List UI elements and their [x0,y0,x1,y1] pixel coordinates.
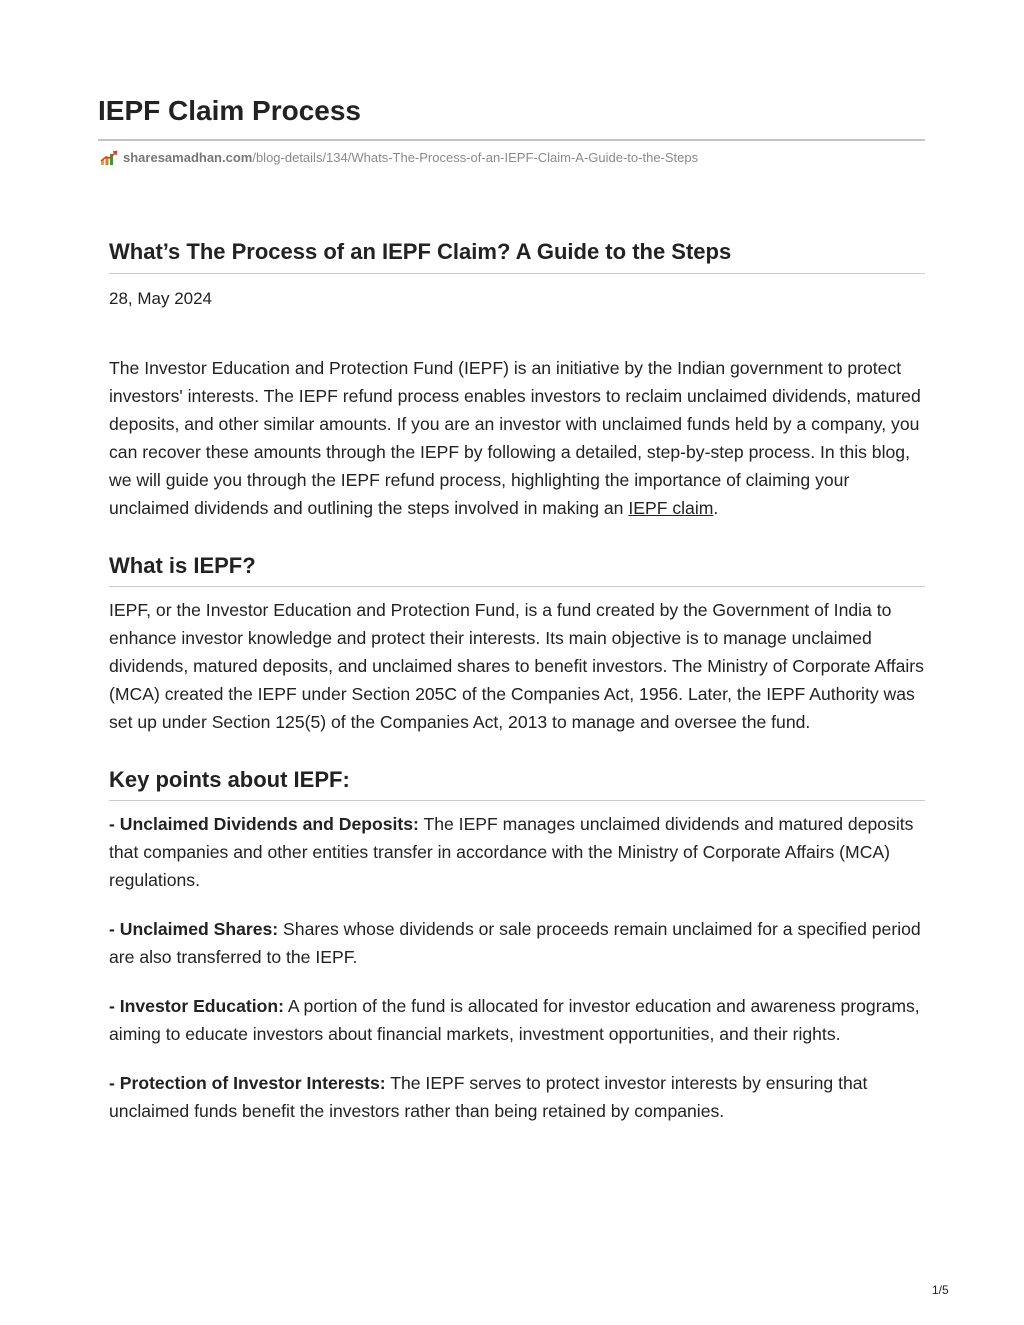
key-point-label: - Unclaimed Dividends and Deposits: [109,814,419,834]
page-number: 1/5 [932,1283,949,1297]
section-heading-key-points: Key points about IEPF: [109,765,925,801]
key-point-protection [109,1069,925,1125]
source-path[interactable]: /blog-details/134/Whats-The-Process-of-an-IEPF-Claim-A-Guide-to-the-Steps [252,150,699,165]
iepf-claim-link[interactable]: IEPF claim [628,498,714,518]
intro-paragraph [109,354,925,522]
intro-text: The Investor Education and Protection Fund (IEPF) is an initiative by the Indian government to protect investors' interests. The IEPF refund process enables investors to reclaim unclaimed dividends, matured deposits, and other similar amounts. If you are an investor with unclaimed funds held by a company, you can recover these amounts through the IEPF by following a detailed, step-by-step process. In this blog, we will guide you through the IEPF refund process, highlighting the importance of claiming your unclaimed dividends and outlining the steps involved in making an [109,358,921,518]
chart-favicon-icon [100,150,118,166]
key-point-label: - Unclaimed Shares: [109,919,279,939]
page-title: IEPF Claim Process [98,95,362,126]
title-divider [98,139,925,141]
section-heading-what-is-iepf: What is IEPF? [109,551,925,587]
key-point-text: A portion of the fund is allocated for investor education and awareness programs, aiming to educate investors about financial markets, investment opportunities, and their rights. [109,996,920,1044]
article-title: What’s The Process of an IEPF Claim? A Guide to the Steps [109,236,925,274]
key-point-unclaimed-shares [109,915,925,971]
article [109,236,925,1125]
source-domain[interactable]: sharesamadhan.com [123,150,253,165]
what-is-iepf-paragraph: IEPF, or the Investor Education and Protection Fund, is a fund created by the Government of India to enhance investor knowledge and protect their interests. Its main objective is to manage unclaimed dividends, matured deposits, and unclaimed shares to benefit investors. The Ministry of Corporate Affairs (MCA) created the IEPF under Section 205C of the Companies Act, 1956. Later, the IEPF Authority was set up under Section 125(5) of the Companies Act, 2013 to manage and oversee the fund. [109,600,924,732]
source-url[interactable] [100,150,698,166]
key-point-unclaimed-dividends [109,810,925,894]
key-point-text: The IEPF serves to protect investor interests by ensuring that unclaimed funds benefit the investors rather than being retained by companies. [109,1073,868,1121]
key-point-investor-education [109,992,925,1048]
key-point-text: The IEPF manages unclaimed dividends and matured deposits that companies and other entities transfer in accordance with the Ministry of Corporate Affairs (MCA) regulations. [109,814,914,890]
article-date: 28, May 2024 [109,289,213,308]
intro-end: . [713,498,719,518]
key-point-label: - Protection of Investor Interests: [109,1073,386,1093]
key-point-text: Shares whose dividends or sale proceeds remain unclaimed for a specified period are also transferred to the IEPF. [109,919,921,967]
key-point-label: - Investor Education: [109,996,284,1016]
